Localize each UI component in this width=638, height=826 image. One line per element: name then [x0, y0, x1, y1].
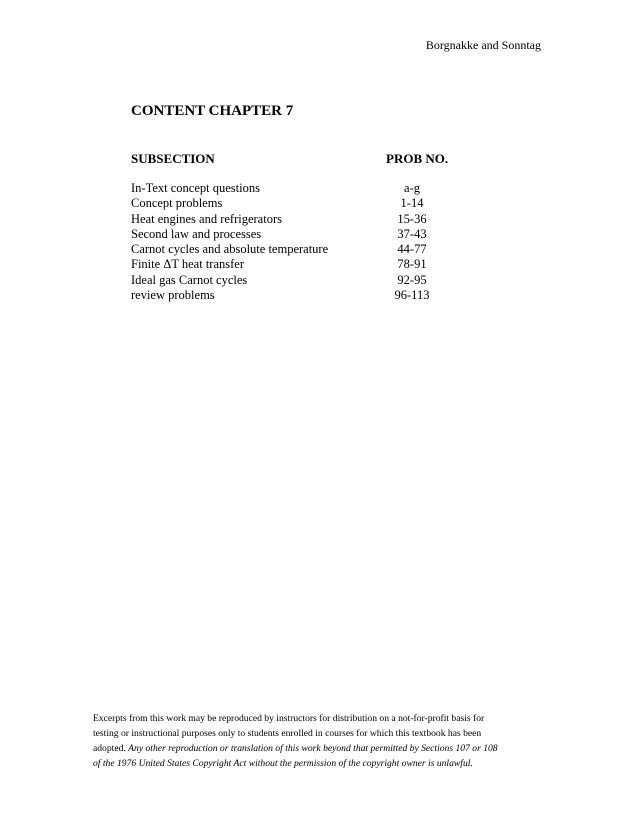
prob-no-column-header: PROB NO.: [386, 151, 449, 166]
copyright-text: adopted.: [93, 743, 129, 754]
chapter-title: CONTENT CHAPTER 7: [131, 103, 294, 119]
problem-range: 37-43: [397, 226, 427, 241]
subsection-label: Carnot cycles and absolute temperature: [131, 242, 329, 257]
contents-row: [131, 257, 451, 272]
copyright-line: testing or instructional purposes only to students enrolled in courses for which this textbook has been: [93, 728, 482, 739]
problem-range: 92-95: [397, 272, 427, 287]
copyright-line: [93, 741, 553, 756]
problem-range: a-g: [404, 181, 420, 195]
page-header-author: Borgnakke and Sonntag: [425, 38, 541, 52]
problem-range: 44-77: [397, 242, 427, 257]
subsection-label: Ideal gas Carnot cycles: [131, 272, 248, 287]
subsection-label: Second law and processes: [131, 226, 262, 241]
subsection-label: review problems: [131, 288, 215, 303]
copyright-text-italic: Any other reproduction or translation of this work beyond that permitted by Sections 107 or 108: [128, 743, 498, 754]
copyright-line: Excerpts from this work may be reproduced by instructors for distribution on a not-for-profit basis for: [93, 713, 485, 724]
copyright-notice: [93, 711, 553, 771]
contents-row: [131, 227, 451, 242]
contents-row: [131, 212, 451, 227]
contents-row: [131, 273, 451, 288]
contents-row: [131, 196, 451, 211]
problem-range: 1-14: [400, 196, 424, 211]
subsection-label: Finite ΔT heat transfer: [131, 257, 244, 272]
contents-table: [131, 181, 451, 303]
problem-range: 78-91: [397, 257, 427, 272]
contents-row: [131, 181, 451, 196]
subsection-label: Concept problems: [131, 196, 223, 211]
subsection-column-header: SUBSECTION: [131, 151, 215, 166]
subsection-label: In-Text concept questions: [131, 181, 260, 195]
problem-range: 96-113: [394, 288, 430, 303]
subsection-label: Heat engines and refrigerators: [131, 211, 282, 226]
copyright-line: of the 1976 United States Copyright Act without the permission of the copyright owner is unlawful.: [93, 758, 473, 769]
contents-row: [131, 288, 451, 303]
problem-range: 15-36: [397, 211, 427, 226]
contents-row: [131, 242, 451, 257]
